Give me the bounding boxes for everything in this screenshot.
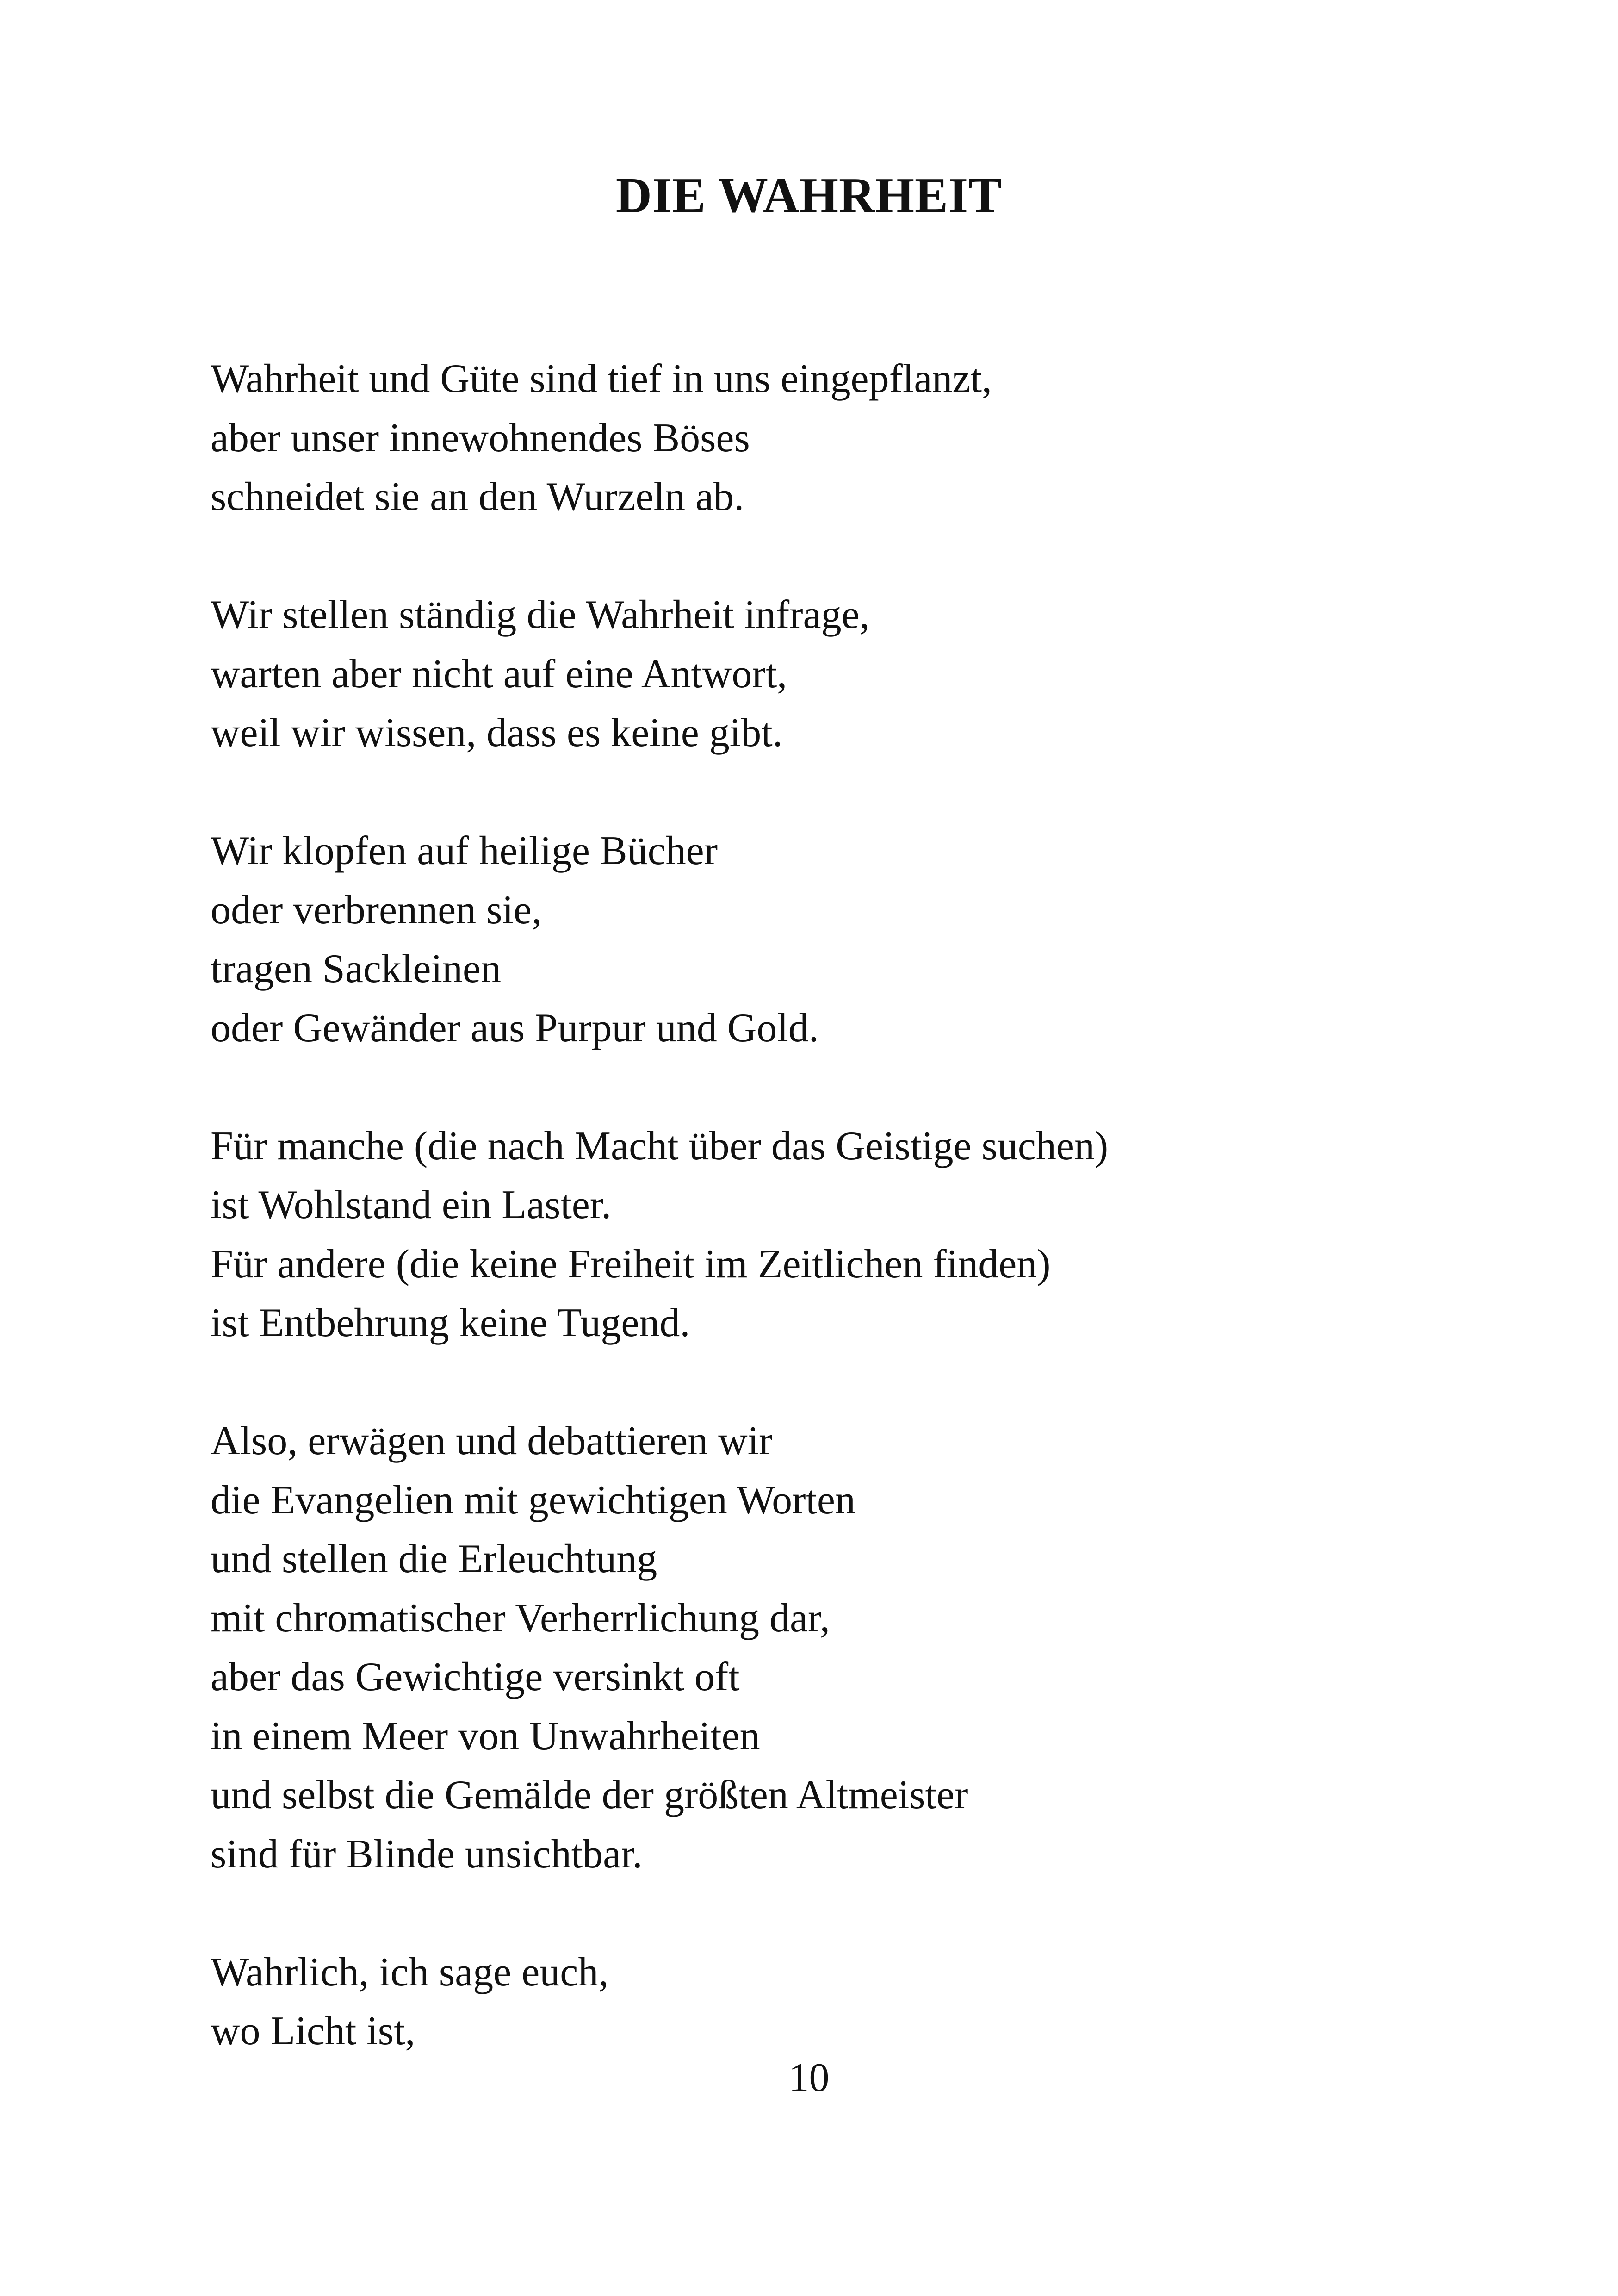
poem-line: und selbst die Gemälde der größten Altmeister — [211, 1773, 968, 1817]
stanza-5 — [211, 1412, 1460, 1884]
poem-line: oder Gewänder aus Purpur und Gold. — [211, 1005, 819, 1051]
poem-line: mit chromatischer Verherrlichung dar, — [211, 1595, 830, 1641]
page-title: DIE WAHRHEIT — [615, 168, 1003, 223]
stanza-6 — [211, 1943, 1460, 2061]
poem-line: Für manche (die nach Macht über das Geistige suchen) — [211, 1123, 1109, 1169]
poem-line: schneidet sie an den Wurzeln ab. — [211, 474, 744, 519]
poem-line: sind für Blinde unsichtbar. — [211, 1831, 643, 1877]
poem-line: aber das Gewichtige versinkt oft — [211, 1655, 740, 1699]
poem-line: die Evangelien mit gewichtigen Worten — [211, 1477, 855, 1523]
poem-line: warten aber nicht auf eine Antwort, — [211, 651, 787, 697]
poem-line: Wahrheit und Güte sind tief in uns eingepflanzt, — [211, 356, 992, 401]
poem-body — [211, 349, 1460, 2061]
stanza-1 — [211, 349, 1460, 527]
poem-line: Wahrlich, ich sage euch, — [211, 1949, 609, 1995]
poem-line: ist Entbehrung keine Tugend. — [211, 1300, 690, 1345]
stanza-3 — [211, 821, 1460, 1058]
poem-line: und stellen die Erleuchtung — [211, 1537, 657, 1581]
stanza-4 — [211, 1117, 1460, 1353]
poem-line: Für andere (die keine Freiheit im Zeitlichen finden) — [211, 1241, 1051, 1287]
poem-line: tragen Sackleinen — [211, 946, 501, 991]
poem-line: Wir klopfen auf heilige Bücher — [211, 828, 718, 873]
poem-line: weil wir wissen, dass es keine gibt. — [211, 710, 783, 755]
poem-line: Wir stellen ständig die Wahrheit infrage, — [211, 592, 870, 637]
poem-line: oder verbrennen sie, — [211, 887, 542, 933]
poem-line: Also, erwägen und debattieren wir — [211, 1419, 773, 1463]
stanza-spacer — [211, 1058, 1460, 1117]
stanza-spacer — [211, 1884, 1460, 1943]
stanza-spacer — [211, 763, 1460, 822]
stanza-2 — [211, 585, 1460, 763]
page-number: 10 — [788, 2055, 830, 2100]
poem-line: in einem Meer von Unwahrheiten — [211, 1713, 760, 1759]
poem-line: aber unser innewohnendes Böses — [211, 415, 750, 460]
stanza-spacer — [211, 527, 1460, 586]
poem-line: ist Wohlstand ein Laster. — [211, 1182, 612, 1227]
stanza-spacer — [211, 1353, 1460, 1412]
poem-line: wo Licht ist, — [211, 2009, 415, 2053]
